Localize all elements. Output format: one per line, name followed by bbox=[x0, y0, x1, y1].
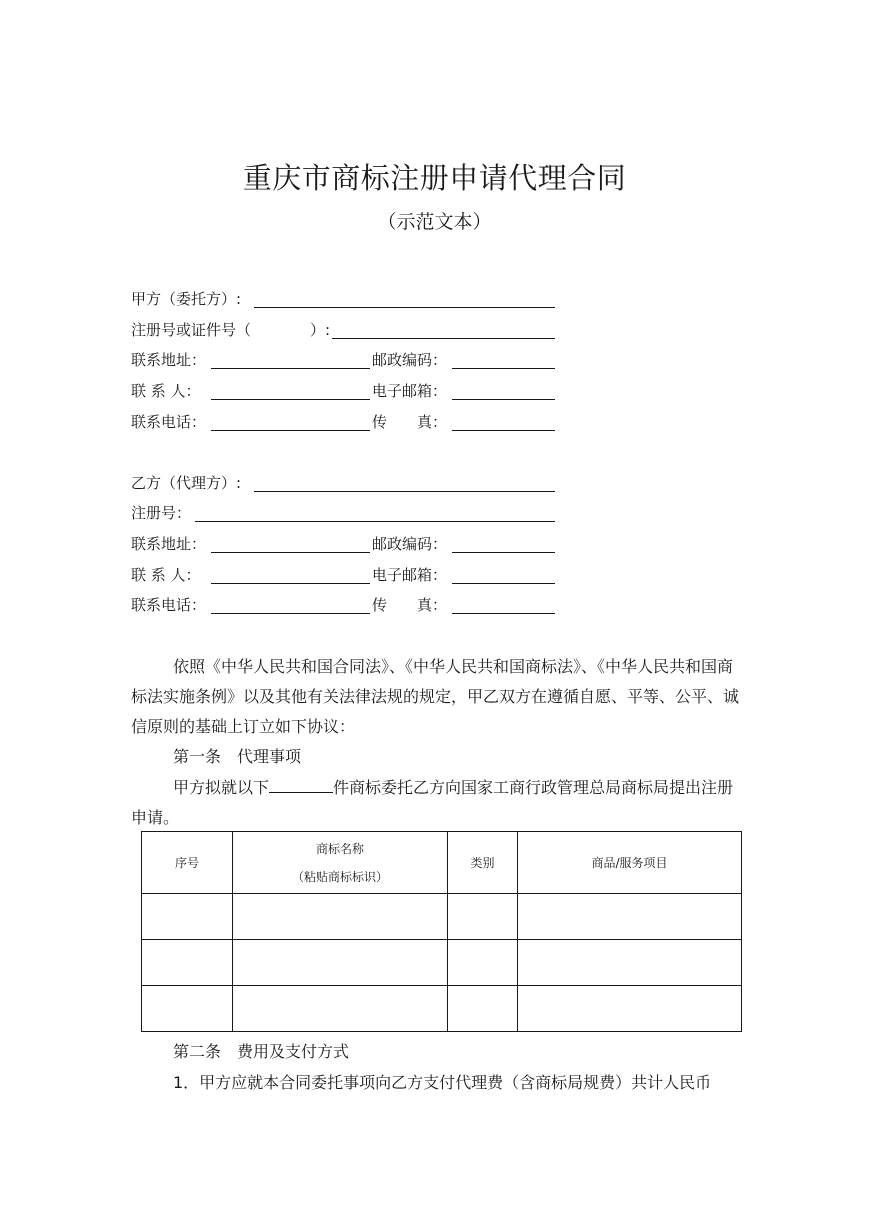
table-row bbox=[142, 894, 742, 940]
table-cell[interactable] bbox=[142, 940, 233, 986]
party-a-address-row bbox=[131, 350, 561, 374]
party-b-address-row bbox=[131, 534, 561, 558]
party-b-phone-row bbox=[131, 595, 561, 619]
party-a-contact-row bbox=[131, 381, 561, 405]
contract-title: 重庆市商标注册申请代理合同 bbox=[242, 161, 627, 195]
table-cell[interactable] bbox=[518, 986, 742, 1032]
party-a-fax-line[interactable] bbox=[452, 430, 555, 431]
article-1-text-b: 件商标委托乙方向国家工商行政管理总局商标局提出注册 bbox=[333, 778, 734, 797]
party-b-reg-row bbox=[131, 503, 561, 527]
article-1-text-2: 申请。 bbox=[131, 808, 180, 827]
article-1-text bbox=[173, 773, 733, 803]
party-a-contact-label: 联 系 人： bbox=[131, 382, 201, 400]
party-a-name-label: 甲方（委托方）: bbox=[131, 290, 242, 308]
party-b-fax-label: 传 真： bbox=[372, 596, 448, 614]
party-b-name-line[interactable] bbox=[254, 491, 555, 492]
party-a-name-line[interactable] bbox=[254, 307, 555, 308]
table-cell[interactable] bbox=[518, 940, 742, 986]
party-a-phone-row bbox=[131, 412, 561, 436]
table-cell[interactable] bbox=[142, 986, 233, 1032]
party-a-postcode-label: 邮政编码： bbox=[372, 351, 448, 369]
party-b-address-label: 联系地址： bbox=[131, 535, 207, 553]
party-b-postcode-label: 邮政编码： bbox=[372, 535, 448, 553]
header-trademark-name-line2: （粘贴商标标识） bbox=[291, 869, 388, 884]
party-b-phone-line[interactable] bbox=[211, 613, 370, 614]
article-1-text-a: 甲方拟就以下 bbox=[173, 778, 270, 797]
party-a-reg-line[interactable] bbox=[332, 338, 555, 339]
header-serial: 序号 bbox=[142, 832, 233, 894]
table-header-row bbox=[142, 832, 742, 894]
table-cell[interactable] bbox=[448, 986, 518, 1032]
party-b-address-line[interactable] bbox=[211, 552, 370, 553]
intro-line-2: 标法实施条例》以及其他有关法律法规的规定，甲乙双方在遵循自愿、平等、公平、诚 bbox=[131, 687, 740, 706]
party-b-email-line[interactable] bbox=[452, 583, 555, 584]
party-a-reg-label-end: ）: bbox=[310, 321, 331, 339]
table-cell[interactable] bbox=[448, 894, 518, 940]
party-b-reg-label: 注册号： bbox=[131, 504, 192, 522]
party-b-reg-line[interactable] bbox=[195, 521, 555, 522]
party-a-phone-line[interactable] bbox=[211, 430, 370, 431]
party-b-postcode-line[interactable] bbox=[452, 552, 555, 553]
party-a-email-label: 电子邮箱： bbox=[372, 382, 448, 400]
trademark-count-blank[interactable] bbox=[269, 776, 333, 793]
party-a-phone-label: 联系电话： bbox=[131, 413, 207, 431]
party-a-email-line[interactable] bbox=[452, 399, 555, 400]
party-a-address-label: 联系地址： bbox=[131, 351, 207, 369]
table-cell[interactable] bbox=[233, 940, 448, 986]
party-b-contact-line[interactable] bbox=[211, 583, 370, 584]
header-class: 类别 bbox=[448, 832, 518, 894]
table-cell[interactable] bbox=[448, 940, 518, 986]
party-a-reg-label: 注册号或证件号（ bbox=[131, 321, 252, 339]
party-b-name-label: 乙方（代理方）: bbox=[131, 474, 242, 492]
header-goods-services: 商品/服务项目 bbox=[518, 832, 742, 894]
table-cell[interactable] bbox=[142, 894, 233, 940]
party-b-phone-label: 联系电话： bbox=[131, 596, 207, 614]
trademark-table bbox=[141, 831, 742, 1032]
party-b-fax-line[interactable] bbox=[452, 613, 555, 614]
article-2-item-1: 1．甲方应就本合同委托事项向乙方支付代理费（含商标局规费）共计人民币 bbox=[173, 1073, 712, 1092]
party-a-fax-label: 传 真： bbox=[372, 413, 448, 431]
table-cell[interactable] bbox=[518, 894, 742, 940]
table-cell[interactable] bbox=[233, 894, 448, 940]
party-a-address-line[interactable] bbox=[211, 368, 370, 369]
contract-subtitle: （示范文本） bbox=[377, 211, 492, 233]
table-row bbox=[142, 986, 742, 1032]
party-b-contact-label: 联 系 人： bbox=[131, 566, 201, 584]
party-b-email-label: 电子邮箱： bbox=[372, 566, 448, 584]
table-row bbox=[142, 940, 742, 986]
intro-line-1: 依照《中华人民共和国合同法》、《中华人民共和国商标法》、《中华人民共和国商 bbox=[173, 657, 734, 676]
header-trademark-name-line1: 商标名称 bbox=[315, 841, 364, 856]
party-a-postcode-line[interactable] bbox=[452, 368, 555, 369]
article-1-title: 第一条 代理事项 bbox=[173, 747, 302, 766]
party-a-contact-line[interactable] bbox=[211, 399, 370, 400]
article-2-title: 第二条 费用及支付方式 bbox=[173, 1042, 350, 1061]
table-cell[interactable] bbox=[233, 986, 448, 1032]
intro-line-3: 信原则的基础上订立如下协议： bbox=[131, 717, 356, 736]
header-trademark-name bbox=[233, 832, 448, 894]
party-a-name-row bbox=[131, 289, 561, 313]
party-b-contact-row bbox=[131, 565, 561, 589]
party-a-reg-row bbox=[131, 320, 561, 344]
party-b-name-row bbox=[131, 473, 561, 497]
